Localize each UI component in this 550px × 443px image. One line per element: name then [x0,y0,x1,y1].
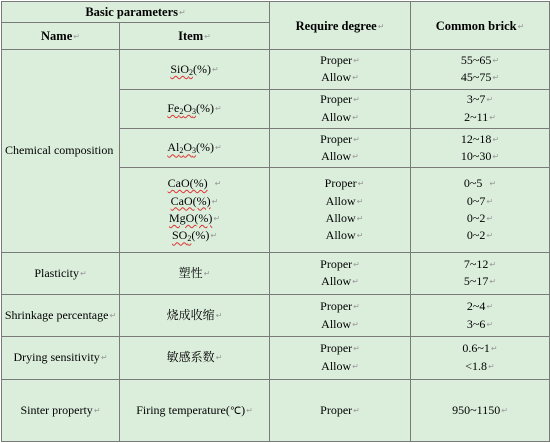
al2o3-value: 12~18↵ 10~30↵ [411,128,550,167]
shrinkage-name: Shrinkage percentage↵ [2,294,120,336]
oxide-group-values: 0~5 ↵ 0~7↵ 0~2↵ 0~2↵ [411,168,550,253]
oxide-group-degree: Proper↵ Allow↵ Allow↵ Allow↵ [270,168,411,253]
table-row [2,252,550,294]
sinter-degree: Proper↵ [270,379,411,441]
sinter-value: 950~1150↵ [411,379,550,441]
drying-name: Drying sensitivity↵ [2,337,120,379]
table-row [2,50,550,89]
sinter-item: Firing temperature(℃)↵ [120,379,270,441]
header-row-1 [2,2,550,23]
sio2-value: 55~65↵ 45~75↵ [411,50,550,89]
drying-item: 敏感系数↵ [120,337,270,379]
require-degree-header: Require degree↵ [270,2,411,50]
drying-value: 0.6~1↵ <1.8↵ [411,337,550,379]
parameters-table [1,1,550,442]
sinter-name: Sinter property↵ [2,379,120,441]
fe2o3-item: $Fe_2O_3(\%)↵$ [120,89,270,128]
plasticity-item: 塑性↵ [120,252,270,294]
al2o3-degree: Proper↵ Allow↵ [270,128,411,167]
fe2o3-value: 3~7↵ 2~11↵ [411,89,550,128]
table-row [2,294,550,336]
table-row [2,337,550,379]
shrinkage-item: 烧成收缩↵ [120,294,270,336]
basic-parameters-header: Basic parameters↵ [2,2,270,23]
plasticity-value: 7~12↵ 5~17↵ [411,252,550,294]
shrinkage-value: 2~4↵ 3~6↵ [411,294,550,336]
name-header: Name↵ [2,23,120,50]
chemical-composition-name: Chemical composition [2,50,120,252]
plasticity-degree: Proper↵ Allow↵ [270,252,411,294]
drying-degree: Proper↵ Allow↵ [270,337,411,379]
oxide-group-items: CaO(%) ↵ CaO(%)↵ MgO(%)↵ $SO_2(\%)↵$ [120,168,270,253]
fe2o3-degree: Proper↵ Allow↵ [270,89,411,128]
table-row [2,379,550,441]
al2o3-item: $Al_2O_3(\%)↵$ [120,128,270,167]
sio2-degree: Proper↵ Allow↵ [270,50,411,89]
plasticity-name: Plasticity↵ [2,252,120,294]
item-header: Item↵ [120,23,270,50]
shrinkage-degree: Proper↵ Allow↵ [270,294,411,336]
sio2-item: SiO$_2$(%)↵ [120,50,270,89]
common-brick-header: Common brick↵ [411,2,550,50]
